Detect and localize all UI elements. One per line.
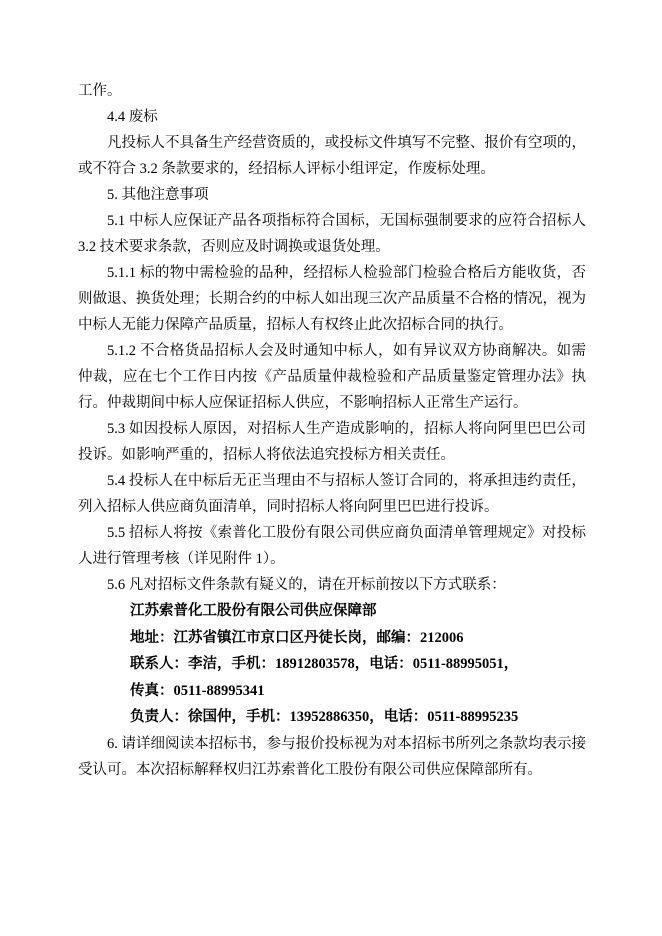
contact-person: 联系人：李洁，手机：18912803578，电话：0511-88995051， <box>130 656 519 672</box>
contact-manager: 负责人：徐国仲，手机：13952886350，电话：0511-88995235 <box>130 709 519 725</box>
contact-department: 江苏索普化工股份有限公司供应保障部 <box>130 603 377 619</box>
paragraph-5-6: 5.6 凡对招标文件条款有疑义的，请在开标前按以下方式联系： <box>107 577 506 593</box>
paragraph-5-1: 5.1 中标人应保证产品各项指标符合国标，无国标强制要求的应符合招标人 3.2 技术要求条款，否则应及时调换或退货处理。 <box>78 213 586 255</box>
paragraph-6-closing: 6. 请详细阅读本招标书，参与报价投标视为对本招标书所列之条款均表示接受认可。本次招标解释权归江苏索普化工股份有限公司供应保障部所有。 <box>78 735 586 778</box>
heading-4-4-feibiao: 4.4 废标 <box>107 109 158 125</box>
paragraph-5-4: 5.4 投标人在中标后无正当理由不与招标人签订合同的，将承担违约责任，列入招标人供应商负面清单，同时招标人将向阿里巴巴进行投诉。 <box>78 473 586 515</box>
contact-fax: 传真：0511-88995341 <box>130 682 265 699</box>
paragraph-continuation: 工作。 <box>78 83 122 99</box>
paragraph-5-1-1: 5.1.1 标的物中需检验的品种，经招标人检验部门检验合格后方能收货，否则做退、换货处理；长期合约的中标人如出现三次产品质量不合格的情况，视为中标人无能力保障产品质量，招标人有权终止此次招标合同的执行。 <box>78 265 586 333</box>
contact-address: 地址：江苏省镇江市京口区丹徒长岗，邮编：212006 <box>130 629 464 646</box>
heading-5-other-notes: 5. 其他注意事项 <box>107 187 209 203</box>
contact-block <box>78 598 586 731</box>
paragraph-5-1-2: 5.1.2 不合格货品招标人会及时通知中标人，如有异议双方协商解决。如需仲裁，应在七个工作日内按《产品质量仲裁检验和产品质量鉴定管理办法》执行。仲裁期间中标人应保证招标人供应，不影响招标人正常生产运行。 <box>78 343 586 411</box>
paragraph-feibiao-rule: 凡投标人不具备生产经营资质的，或投标文件填写不完整、报价有空项的，或不符合 3.2 条款要求的，经招标人评标小组评定，作废标处理。 <box>78 135 586 177</box>
paragraph-5-5: 5.5 招标人将按《索普化工股份有限公司供应商负面清单管理规定》对投标人进行管理考核（详见附件 1）。 <box>78 525 586 567</box>
document-body <box>78 78 586 783</box>
paragraph-5-3: 5.3 如因投标人原因，对招标人生产造成影响的，招标人将向阿里巴巴公司投诉。如影响严重的，招标人将依法追究投标方相关责任。 <box>78 421 586 463</box>
